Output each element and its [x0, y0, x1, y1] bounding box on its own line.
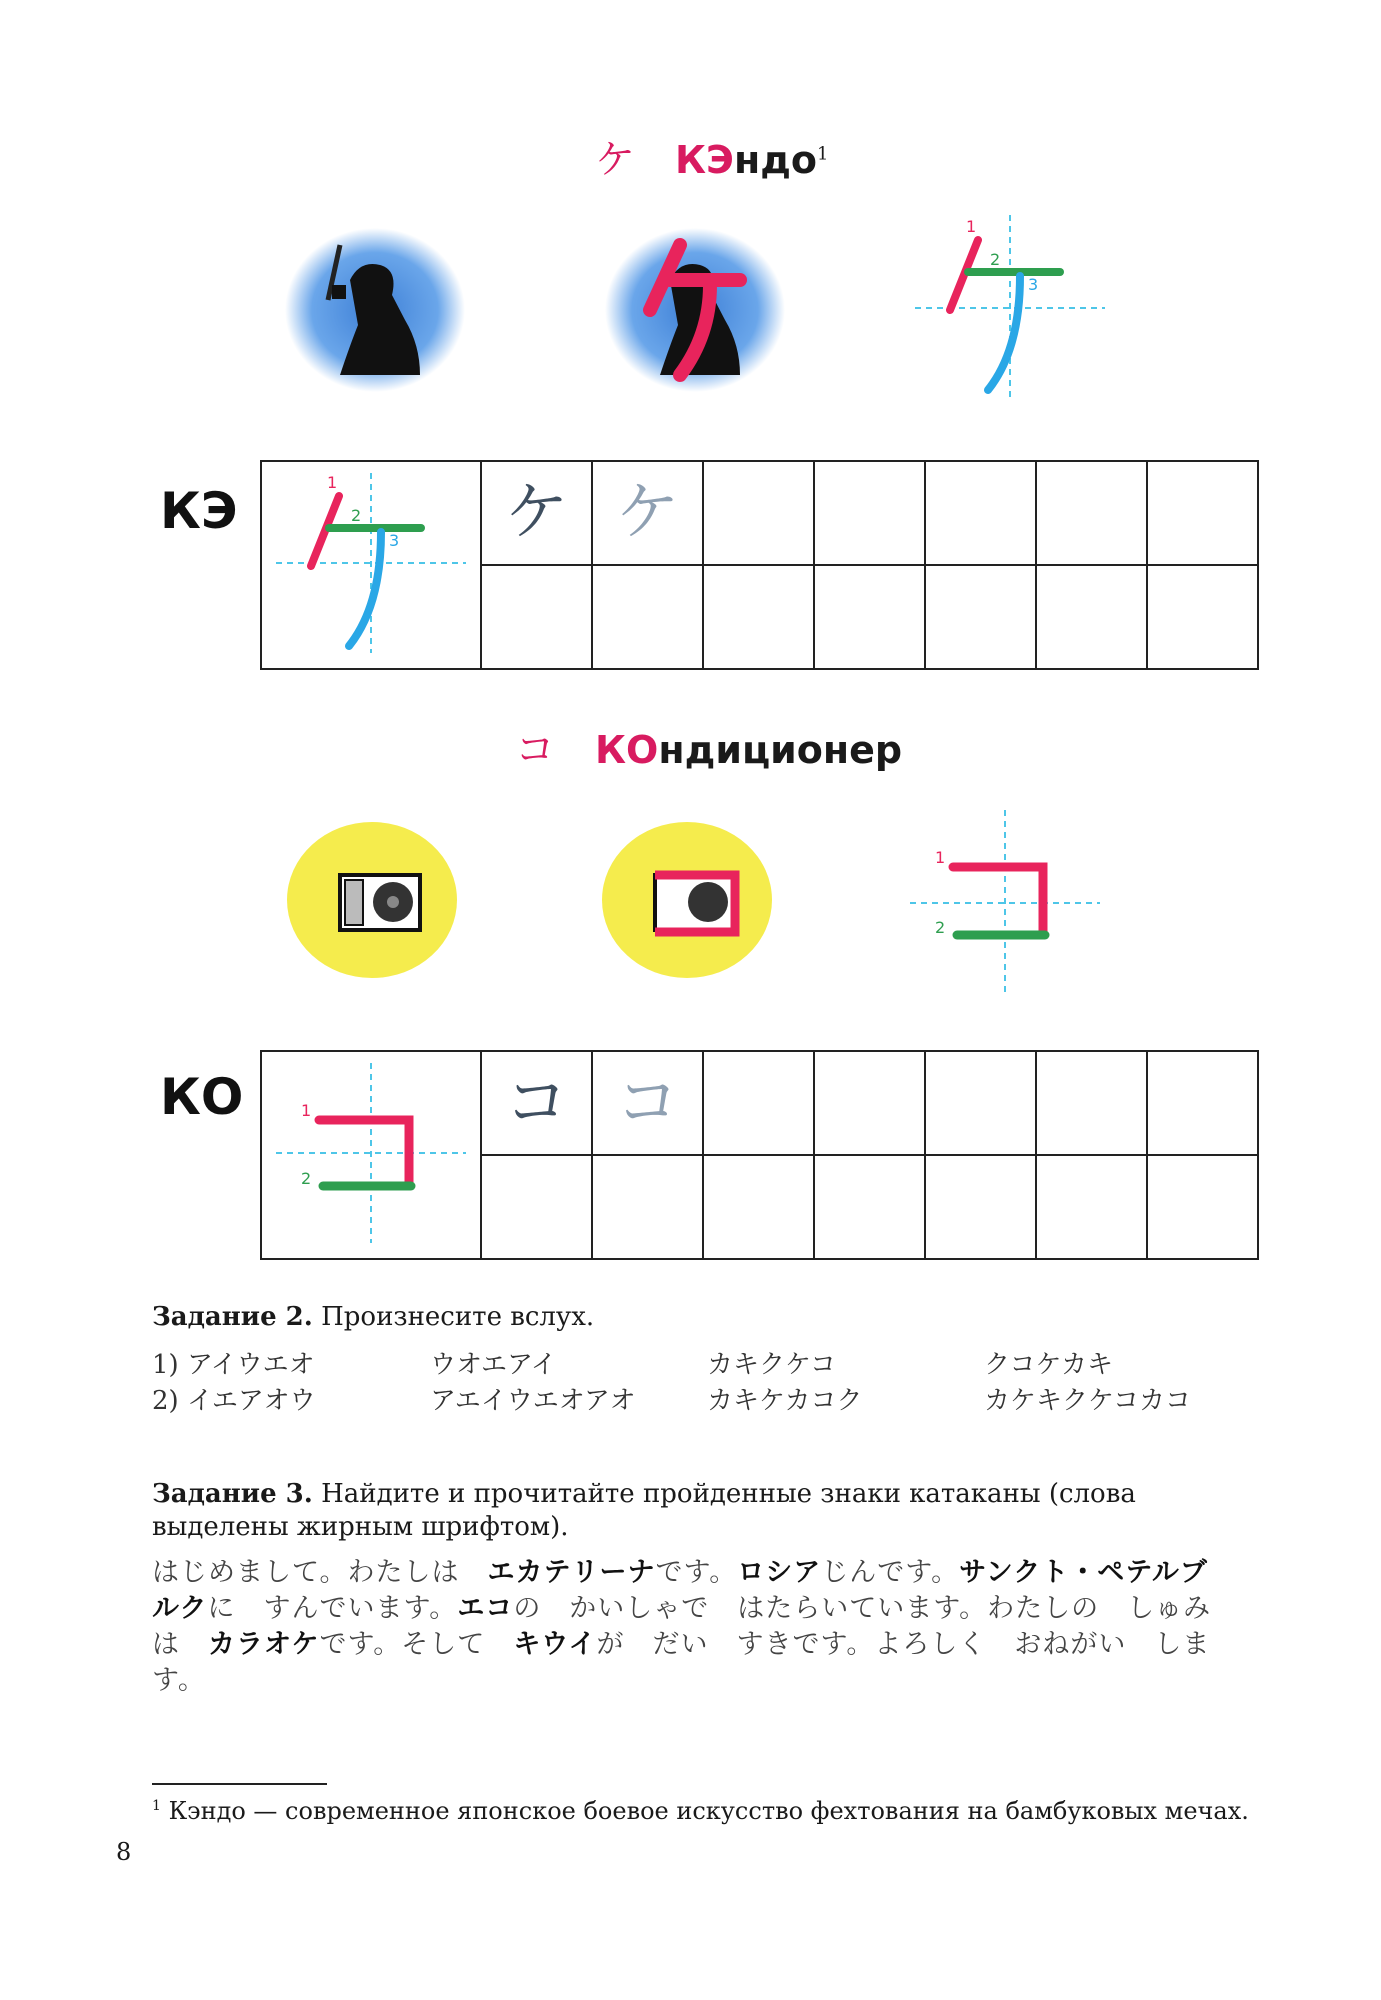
grid-cell[interactable] [703, 565, 814, 669]
drill-item: 2) イエアオウ [152, 1386, 316, 1416]
grid-cell[interactable] [1147, 1155, 1258, 1259]
task3-title [152, 1478, 1152, 1544]
headline-kana: ケ [595, 137, 635, 183]
katakana-word: エコ [457, 1593, 514, 1624]
grid-cell[interactable] [814, 565, 925, 669]
practice-grid-ko [260, 1050, 1259, 1260]
drill-item: カケキクケコカコ [984, 1386, 1191, 1416]
air-conditioner-icon [285, 820, 460, 980]
svg-text:2: 2 [990, 250, 1001, 269]
grid-cell[interactable] [814, 1051, 925, 1155]
air-conditioner-kana-icon [600, 820, 775, 980]
grid-cell[interactable] [1036, 1051, 1147, 1155]
grid-cell-trace-dark[interactable] [481, 461, 592, 565]
trace-char: ケ [504, 476, 569, 550]
footnote-number: 1 [152, 1798, 161, 1814]
text-run: です。そして [319, 1629, 514, 1660]
grid-cell[interactable] [703, 1155, 814, 1259]
task2-title-text: Произнесите вслух. [321, 1302, 595, 1332]
text-run: じんです。 [821, 1557, 960, 1588]
grid-model-cell [261, 461, 481, 669]
row-label-ke: КЭ [160, 482, 238, 540]
drill-item: カキクケコ [707, 1350, 836, 1380]
drill-item: ウオエアイ [430, 1350, 557, 1380]
grid-cell[interactable] [1147, 565, 1258, 669]
headline-highlight: КЭ [675, 138, 734, 182]
grid-cell-trace-dark[interactable] [481, 1051, 592, 1155]
katakana-word: ロシア [737, 1557, 822, 1588]
headline-ko [515, 718, 902, 775]
svg-text:1: 1 [327, 473, 338, 492]
grid-cell[interactable] [814, 1155, 925, 1259]
grid-cell[interactable] [814, 461, 925, 565]
grid-cell[interactable] [925, 1155, 1036, 1259]
text-run: に すんでいます。 [207, 1593, 458, 1624]
task3-title-bold: Задание 3. [152, 1479, 313, 1509]
grid-cell[interactable] [925, 565, 1036, 669]
grid-cell[interactable] [925, 1051, 1036, 1155]
text-run: はじめまして。わたしは [152, 1557, 488, 1588]
grid-cell-trace-light[interactable] [592, 1051, 703, 1155]
stroke-order-ko-icon [271, 1058, 471, 1248]
svg-text:1: 1 [966, 217, 977, 236]
footnote-text: Кэндо — современное японское боевое искусство фехтования на бамбуковых мечах. [168, 1797, 1249, 1825]
stroke-order-ke-icon [271, 468, 471, 658]
footnote-divider [152, 1783, 327, 1785]
page-number: 8 [116, 1838, 132, 1866]
grid-cell[interactable] [592, 1155, 703, 1259]
svg-text:1: 1 [935, 848, 946, 867]
stroke-order-ke-icon [910, 210, 1110, 405]
grid-cell[interactable] [481, 565, 592, 669]
task3-japanese-text [152, 1555, 1232, 1699]
headline-ke [595, 128, 828, 185]
grid-cell[interactable] [1036, 565, 1147, 669]
svg-text:3: 3 [1028, 275, 1039, 294]
katakana-word: サンクト・ペテルブルク [152, 1557, 1208, 1624]
grid-cell[interactable] [925, 461, 1036, 565]
katakana-word: カラオケ [208, 1629, 320, 1660]
grid-cell[interactable] [1147, 1051, 1258, 1155]
grid-cell[interactable] [1147, 461, 1258, 565]
footnote [152, 1797, 1272, 1825]
text-run: の かいしゃで はたらいています。わたしの しゅみは [152, 1593, 1212, 1660]
grid-cell-trace-light[interactable] [592, 461, 703, 565]
grid-cell[interactable] [1036, 1155, 1147, 1259]
grid-cell[interactable] [592, 565, 703, 669]
drill-row [152, 1344, 1252, 1380]
drill-item: 1) アイウエオ [152, 1350, 315, 1380]
trace-char: コ [615, 1066, 680, 1140]
grid-cell[interactable] [703, 1051, 814, 1155]
stroke-order-ko-icon [905, 805, 1105, 1000]
svg-text:2: 2 [301, 1169, 312, 1188]
grid-model-cell [261, 1051, 481, 1259]
headline-kana: コ [515, 727, 555, 773]
row-label-ko: КО [160, 1068, 244, 1126]
footnote-mark: 1 [817, 143, 829, 165]
svg-text:1: 1 [301, 1101, 312, 1120]
drill-item: アエイウエオアオ [430, 1386, 636, 1416]
headline-rest: ндиционер [658, 728, 903, 772]
drill-item: クコケカキ [984, 1350, 1113, 1380]
grid-cell[interactable] [1036, 461, 1147, 565]
trace-char: ケ [615, 476, 680, 550]
katakana-word: エカテリーナ [487, 1557, 656, 1588]
headline-rest: ндо [733, 138, 818, 182]
task2-drill-table [152, 1344, 1252, 1416]
drill-row [152, 1380, 1252, 1416]
practice-grid-ke [260, 460, 1259, 670]
headline-highlight: КО [595, 728, 659, 772]
grid-cell[interactable] [481, 1155, 592, 1259]
trace-char: コ [504, 1066, 569, 1140]
kendo-fighter-icon [280, 225, 470, 395]
svg-text:3: 3 [389, 531, 400, 550]
drill-item: カキケカコク [707, 1386, 863, 1416]
kendo-fighter-kana-icon [600, 225, 790, 395]
svg-text:2: 2 [935, 918, 946, 937]
svg-text:2: 2 [351, 506, 362, 525]
task3-title-text: Найдите и прочитайте пройденные знаки катаканы (слова выделены жирным шрифтом). [152, 1479, 1136, 1542]
task2-title [152, 1302, 594, 1332]
text-run: です。 [655, 1557, 738, 1588]
grid-cell[interactable] [703, 461, 814, 565]
katakana-word: キウイ [513, 1629, 597, 1660]
text-run: が だい すきです。よろしく おねがい します。 [152, 1629, 1211, 1696]
task2-title-bold: Задание 2. [152, 1302, 313, 1332]
